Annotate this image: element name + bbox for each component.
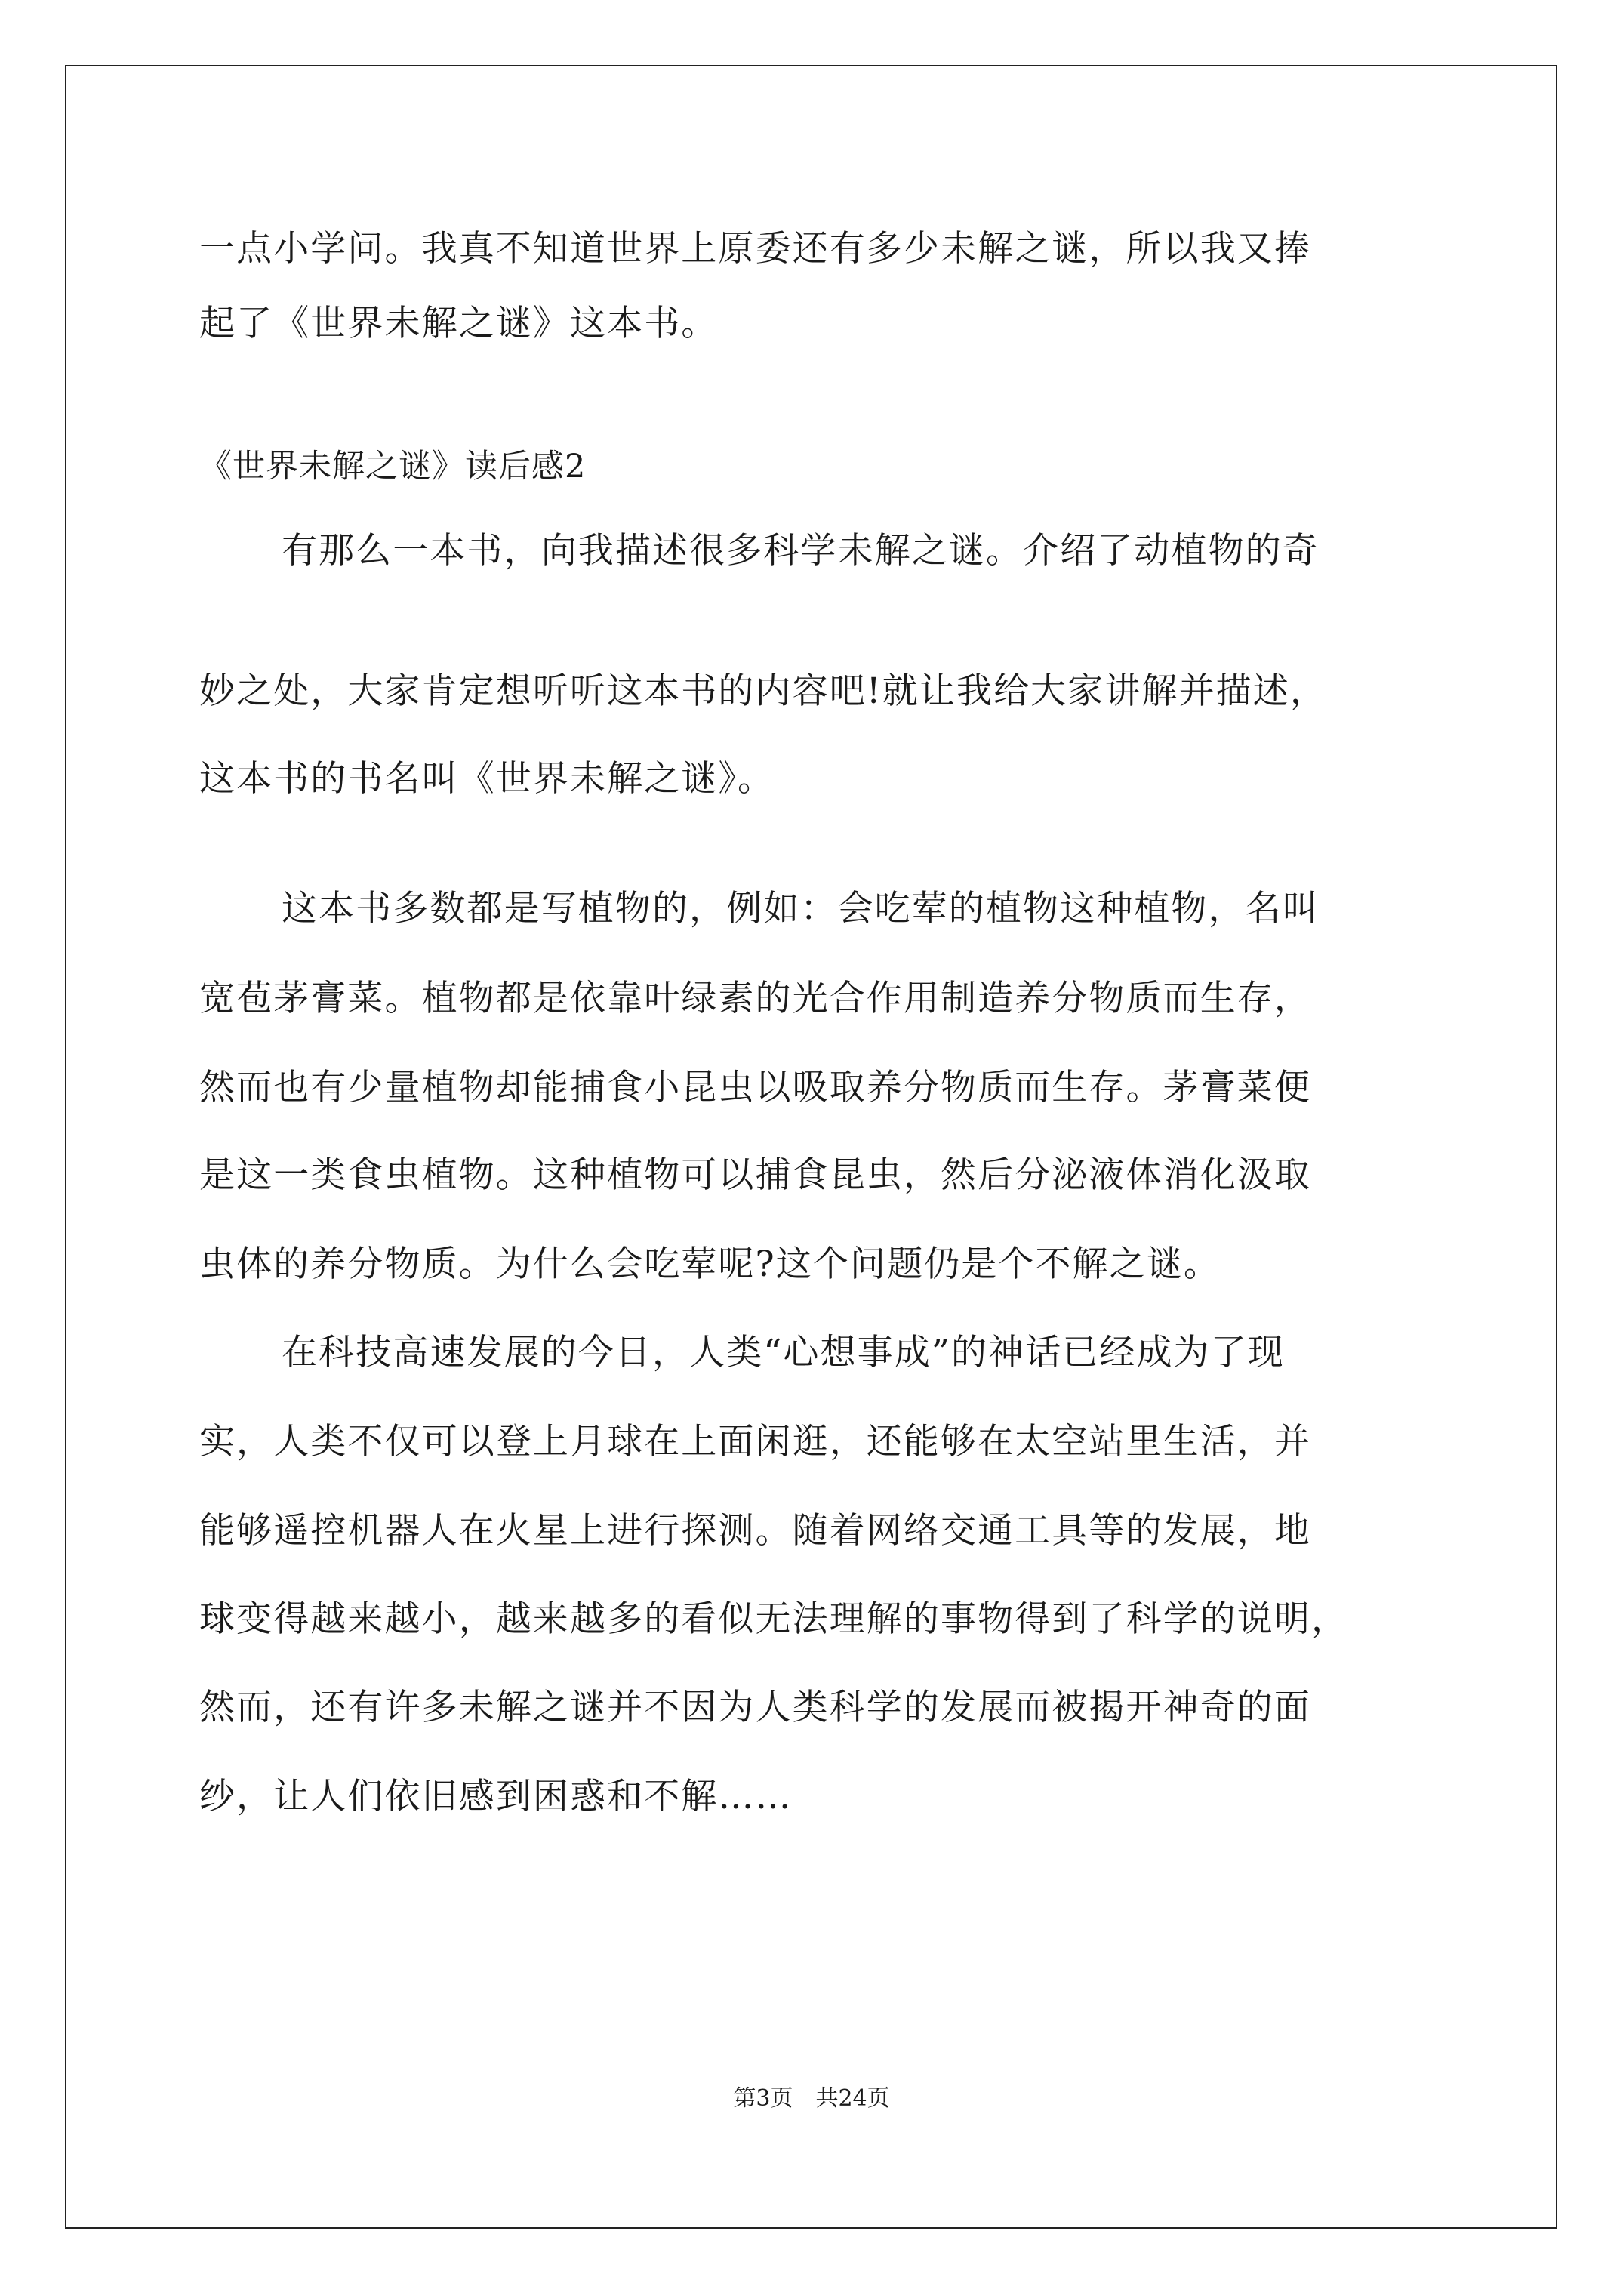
- text-line: 然而也有少量植物却能捕食小昆虫以吸取养分物质而生存。茅膏菜便: [199, 1067, 1311, 1108]
- text-line: 虫体的养分物质。为什么会吃荤呢?这个问题仍是个不解之谜。: [199, 1244, 1221, 1285]
- page-number-footer: 第3页 共24页: [733, 2085, 890, 2112]
- text-line: 一点小学问。我真不知道世界上原委还有多少未解之谜，所以我又捧: [199, 228, 1311, 270]
- text-line: 有那么一本书，向我描述很多科学未解之谜。介绍了动植物的奇: [282, 530, 1320, 572]
- text-line: 妙之处，大家肯定想听听这本书的内容吧!就让我给大家讲解并描述，: [199, 670, 1327, 712]
- text-line: 这本书多数都是写植物的，例如：会吃荤的植物这种植物，名叫: [282, 888, 1320, 929]
- section-heading: 《世界未解之谜》读后感2: [199, 448, 587, 485]
- page-border: [65, 65, 1557, 2229]
- text-line: 宽苞茅膏菜。植物都是依靠叶绿素的光合作用制造养分物质而生存，: [199, 978, 1311, 1019]
- text-line: 起了《世界未解之谜》这本书。: [199, 303, 719, 344]
- text-line: 在科技高速发展的今日，人类“心想事成”的神话已经成为了现: [282, 1332, 1285, 1373]
- text-line: 球变得越来越小，越来越多的看似无法理解的事物得到了科学的说明，: [199, 1598, 1349, 1640]
- text-line: 这本书的书名叫《世界未解之谜》。: [199, 758, 775, 800]
- text-line: 是这一类食虫植物。这种植物可以捕食昆虫，然后分泌液体消化汲取: [199, 1154, 1311, 1196]
- text-line: 能够遥控机器人在火星上进行探测。随着网络交通工具等的发展，地: [199, 1510, 1311, 1552]
- text-line: 纱，让人们依旧感到困惑和不解……: [199, 1776, 793, 1817]
- text-line: 然而，还有许多未解之谜并不因为人类科学的发展而被揭开神奇的面: [199, 1687, 1311, 1728]
- text-line: 实，人类不仅可以登上月球在上面闲逛，还能够在太空站里生活，并: [199, 1421, 1311, 1462]
